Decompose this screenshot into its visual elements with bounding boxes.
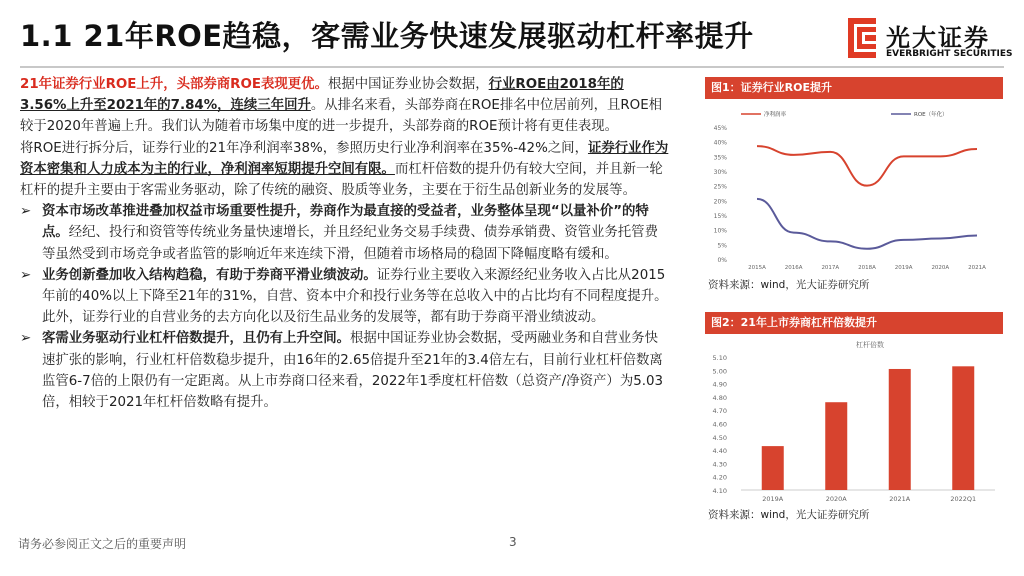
everbright-logo-icon: [846, 16, 880, 60]
y-tick-label: 4.80: [712, 393, 727, 402]
legend-label: 杠杆倍数: [856, 341, 884, 349]
y-tick-label: 0%: [717, 257, 727, 264]
y-tick-label: 4.70: [712, 407, 727, 416]
y-tick-label: 5%: [717, 242, 727, 250]
logo-name-en: EVERBRIGHT SECURITIES: [886, 49, 1013, 59]
x-tick-label: 2021A: [968, 265, 986, 271]
arrow-bullet-icon: ➢: [20, 267, 32, 283]
x-tick-label: 2019A: [894, 265, 913, 271]
series-line: [757, 199, 977, 249]
figure1-source: 资料来源：wind，光大证券研究所: [708, 279, 870, 291]
bar: [762, 446, 784, 490]
body-text: 而杠杆倍数的提升仍有较大空间，并且新一轮杠杆的提升主要由于客需业务驱动，除了传统的融资、股质等业务，主要在于衍生品创新业务的发展等。: [20, 161, 663, 199]
x-tick-label: 2019A: [762, 495, 784, 503]
y-tick-label: 45%: [713, 125, 727, 132]
x-tick-label: 2021A: [889, 495, 911, 503]
bullet-text: 证券行业主要收入来源经纪业务收入占比从2015年前的40%以上下降至21年的31%，自营、资本中介和投行业务等在总收入中的占比均有不同程度提升。此外，证券行业的自营业务的去方向化以及衍生品业务的发展等，都有助于券商平滑业绩波动。: [42, 267, 668, 326]
paragraph-roe: [20, 74, 670, 138]
highlight-text: 行业ROE由2018年的3.56%上升至2021年的7.84%，连续三年回升: [20, 77, 624, 114]
bullet-item: [20, 201, 670, 265]
y-tick-label: 35%: [713, 154, 727, 162]
highlight-text: 21年证券行业ROE上升，头部券商ROE表现更优。: [20, 77, 328, 92]
y-tick-label: 5.00: [712, 367, 727, 376]
highlight-text: 证券行业作为资本密集和人力成本为主的行业，净利润率短期提升空间有限。: [20, 140, 669, 177]
disclaimer-note: 请务必参阅正文之后的重要声明: [18, 537, 187, 551]
logo-name-cn: 光大证券: [886, 24, 990, 52]
y-tick-label: 4.50: [712, 433, 727, 442]
y-tick-label: 4.20: [712, 473, 727, 482]
y-tick-label: 20%: [713, 198, 727, 206]
page-title: 1.1 21年ROE趋稳，客需业务快速发展驱动杠杆率提升: [20, 19, 754, 53]
bullet-heading: 业务创新叠加收入结构趋稳，有助于券商平滑业绩波动。: [42, 267, 377, 283]
legend-label: 净利润率: [764, 112, 787, 118]
y-tick-label: 10%: [713, 227, 727, 235]
y-tick-label: 4.40: [712, 447, 727, 456]
bullet-text: 经纪、投行和资管等传统业务量快速增长，并且经纪业务交易手续费、债券承销费、资管业务托管费等虽然受到市场竞争或者监管的影响近年来连续下滑，但随着市场格局的稳固下降幅度略有缓和。: [42, 225, 658, 262]
leverage-bar-chart: [705, 335, 1003, 505]
y-tick-label: 4.10: [712, 487, 727, 495]
y-tick-label: 30%: [713, 169, 727, 176]
body-text: 将ROE进行拆分后，证券行业的21年净利润率38%，参照历史行业净利润率在35%-42%之间，: [20, 140, 588, 156]
x-tick-label: 2016A: [784, 265, 803, 271]
y-tick-label: 4.60: [712, 420, 727, 429]
bullet-heading: 资本市场改革推进叠加权益市场重要性提升，券商作为最直接的受益者，业务整体呈现“以量补价”的特点。: [42, 204, 649, 241]
y-tick-label: 15%: [713, 213, 727, 220]
bullet-item: [20, 265, 670, 329]
y-tick-label: 25%: [713, 183, 727, 191]
body-text: 根据中国证券业协会数据，: [327, 77, 489, 92]
title-divider: [20, 66, 1004, 68]
bar: [952, 366, 974, 490]
page-number: 3: [509, 535, 517, 549]
figure2-title: 图2：21年上市券商杠杆倍数提升: [705, 312, 1003, 334]
x-tick-label: 2020A: [931, 265, 950, 271]
y-tick-label: 4.90: [712, 380, 727, 389]
y-tick-label: 4.30: [712, 460, 727, 469]
arrow-bullet-icon: ➢: [20, 204, 32, 220]
bullet-item: [20, 328, 670, 413]
bullet-text: 根据中国证券业协会数据，受两融业务和自营业务快速扩张的影响，行业杠杆倍数稳步提升，由16年的2.65倍提升至21年的3.4倍左右，目前行业杠杆倍数离监管6-7倍的上限仍有一定距离。从上市券商口径来看，2022年1季度杠杆倍数（总资产/净资产）为5.03倍，相较于2021年杠杆倍数略有提升。: [42, 331, 664, 411]
figure2-source: 资料来源：wind，光大证券研究所: [708, 509, 870, 521]
y-tick-label: 5.10: [712, 354, 727, 362]
bullet-heading: 客需业务驱动行业杠杆倍数提升，且仍有上升空间。: [42, 331, 350, 347]
x-tick-label: 2015A: [748, 265, 766, 271]
y-tick-label: 40%: [713, 139, 727, 147]
x-tick-label: 2018A: [858, 265, 876, 271]
body-text: 。从排名来看，头部券商在ROE排名中位居前列，且ROE相较于2020年普遍上升。我们认为随着市场集中度的进一步提升，头部券商的ROE预计将有更佳表现。: [20, 98, 663, 135]
paragraph-leverage: [20, 138, 670, 202]
arrow-bullet-icon: ➢: [20, 331, 32, 347]
bar: [825, 402, 847, 490]
x-tick-label: 2020A: [825, 495, 847, 503]
x-tick-label: 2017A: [821, 265, 840, 271]
series-line: [757, 146, 977, 186]
bar: [889, 369, 911, 490]
company-logo: [846, 16, 1016, 62]
legend-label: ROE（年化）: [914, 112, 948, 118]
main-text: [20, 74, 670, 413]
x-tick-label: 2022Q1: [950, 495, 977, 503]
figure1-title: 图1：证券行业ROE提升: [705, 77, 1003, 99]
roe-line-chart: [705, 103, 1003, 275]
